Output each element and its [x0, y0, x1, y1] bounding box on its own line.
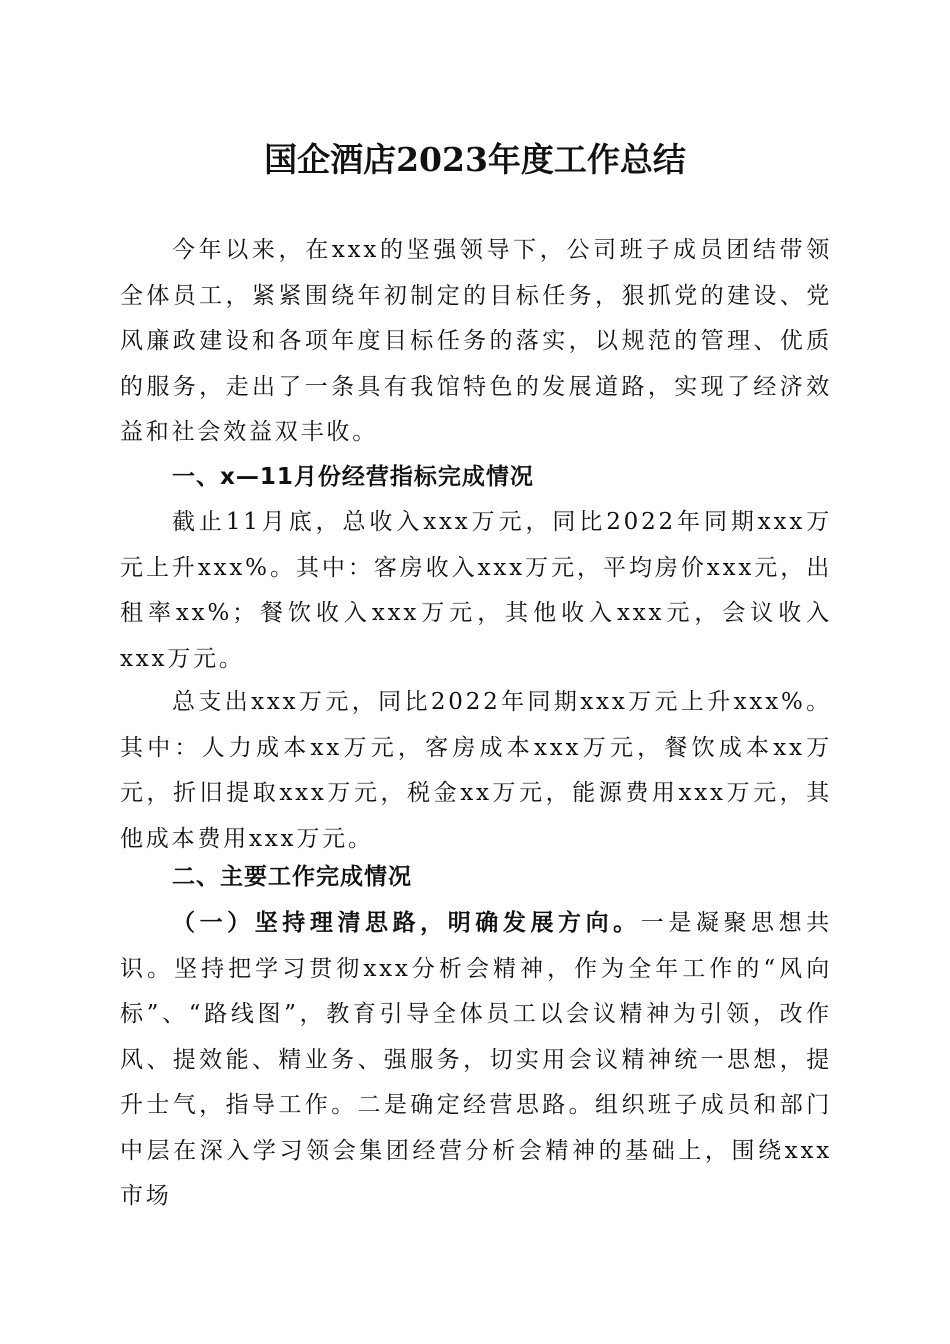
paragraph-work-summary: [120, 900, 832, 1220]
document-title: 国企酒店2023年度工作总结: [264, 140, 686, 179]
paragraph-revenue: 截止11月底，总收入xxx万元，同比2022年同期xxx万元上升xxx%。其中：客房收入xxx万元，平均房价xxx元，出租率xx%；餐饮收入xxx万元，其他收入xxx元，会议收入xxx万元。: [120, 509, 832, 672]
paragraph-intro: 今年以来，在xxx的坚强领导下，公司班子成员团结带领全体员工，紧紧围绕年初制定的目标任务，狠抓党的建设、党风廉政建设和各项年度目标任务的落实，以规范的管理、优质的服务，走出了一条具有我馆特色的发展道路，实现了经济效益和社会效益双丰收。: [120, 237, 832, 445]
paragraph-expenditure: 总支出xxx万元，同比2022年同期xxx万元上升xxx%。其中：人力成本xx万元，客房成本xxx万元，餐饮成本xx万元，折旧提取xxx万元，税金xx万元，能源费用xxx万元，其他成本费用xxx万元。: [120, 689, 832, 852]
section-heading-1: 一、x—11月份经营指标完成情况: [172, 464, 534, 490]
paragraph-lead-sentence: （一）坚持理清思路，明确发展方向。: [172, 909, 641, 936]
paragraph-body-text: 一是凝聚思想共识。坚持把学习贯彻xxx分析会精神，作为全年工作的“风向标”、“路线图”，教育引导全体员工以会议精神为引领，改作风、提效能、精业务、强服务，切实用会议精神统一思想，提升士气，指导工作。二是确定经营思路。组织班子成员和部门中层在深入学习领会集团经营分析会精神的基础上，围绕xxx市场: [120, 910, 832, 1209]
section-heading-2: 二、主要工作完成情况: [172, 864, 412, 890]
